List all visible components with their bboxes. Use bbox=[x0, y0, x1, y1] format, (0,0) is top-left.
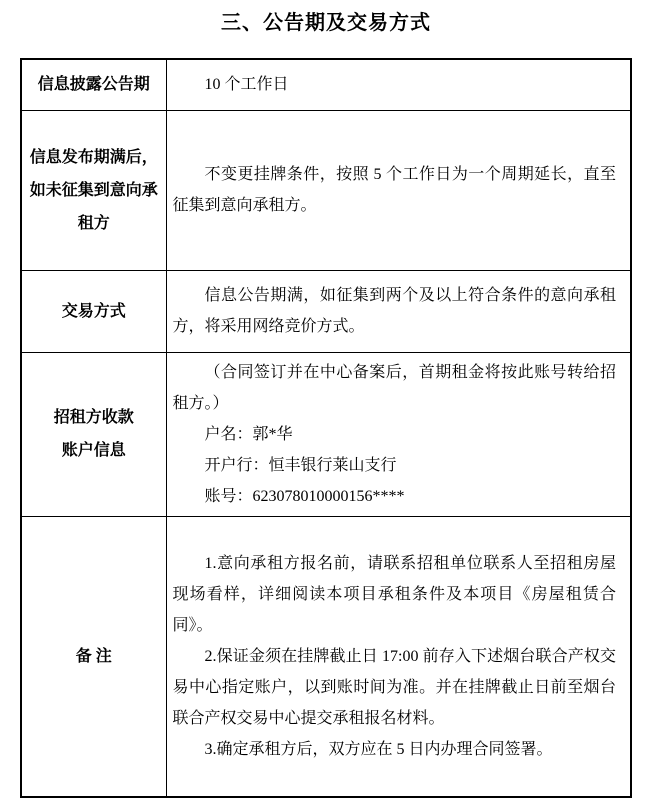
table-row bbox=[21, 516, 631, 797]
announcement-table-body bbox=[21, 59, 631, 797]
row-content bbox=[166, 110, 631, 270]
row-label bbox=[21, 270, 166, 352]
content-paragraph: 开户行：恒丰银行莱山支行 bbox=[204, 456, 397, 474]
row-label-line: 交易方式 bbox=[61, 302, 126, 320]
content-paragraph: 3.确定承租方后，双方应在 5 日内办理合同签署。 bbox=[204, 740, 553, 758]
row-content bbox=[166, 59, 631, 110]
row-label-line: 备 注 bbox=[75, 647, 112, 665]
row-content bbox=[166, 352, 631, 516]
row-label-line: 信息披露公告期 bbox=[37, 76, 150, 94]
row-label-line: 招租方收款 bbox=[53, 409, 134, 426]
table-row bbox=[21, 59, 631, 110]
row-label-line: 账户信息 bbox=[61, 442, 126, 459]
table-row bbox=[21, 110, 631, 270]
table-row bbox=[21, 270, 631, 352]
announcement-table bbox=[20, 58, 632, 798]
row-label-line: 信息发布期满后， bbox=[29, 148, 158, 166]
content-paragraph: 10 个工作日 bbox=[204, 76, 289, 94]
row-content bbox=[166, 516, 631, 797]
row-label-line: 如未征集到意向承 bbox=[29, 181, 158, 199]
content-paragraph: 不变更挂牌条件，按照 5 个工作日为一个周期延长，直至征集到意向承租方。 bbox=[172, 166, 616, 214]
content-paragraph: 户名：郭*华 bbox=[204, 425, 293, 443]
row-label bbox=[21, 516, 166, 797]
row-label-line: 租方 bbox=[77, 214, 110, 232]
row-label bbox=[21, 110, 166, 270]
table-row bbox=[21, 352, 631, 516]
content-paragraph: 账号：623078010000156**** bbox=[204, 487, 405, 505]
row-content bbox=[166, 270, 631, 352]
content-paragraph: （合同签订并在中心备案后，首期租金将按此账号转给招租方。） bbox=[172, 363, 616, 412]
page-title: 三、公告期及交易方式 bbox=[221, 12, 431, 34]
content-paragraph: 2.保证金须在挂牌截止日 17:00 前存入下述烟台联合产权交易中心指定账户，以到账时间为准。并在挂牌截止日前至烟台联合产权交易中心提交承租报名材料。 bbox=[172, 647, 616, 727]
row-label bbox=[21, 352, 166, 516]
row-label bbox=[21, 59, 166, 110]
content-paragraph: 信息公告期满，如征集到两个及以上符合条件的意向承租方，将采用网络竞价方式。 bbox=[172, 287, 616, 335]
content-paragraph: 1.意向承租方报名前，请联系招租单位联系人至招租房屋现场看样，详细阅读本项目承租条件及本项目《房屋租赁合同》。 bbox=[172, 554, 616, 634]
